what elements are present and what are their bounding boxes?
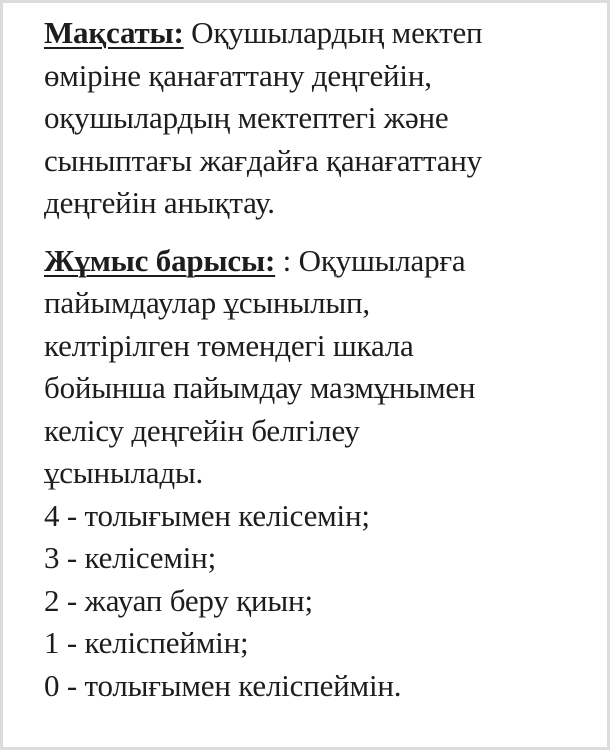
- scale-item: 4 - толығымен келісемін;: [44, 497, 370, 533]
- paragraph-gap: [44, 225, 599, 240]
- goal-text-line: деңгейін анықтау.: [44, 185, 275, 220]
- procedure-text-line: бойынша пайымдау мазмұнымен: [44, 370, 476, 405]
- document-text: [44, 12, 599, 707]
- goal-label: Мақсаты:: [44, 15, 184, 50]
- procedure-label: Жұмыс барысы:: [44, 242, 276, 278]
- procedure-first-line: [44, 240, 599, 283]
- goal-first-line: [44, 12, 599, 55]
- goal-text-line: Оқушылардың мектеп: [183, 15, 483, 50]
- scale-item: 0 - толығымен келіспеймін.: [44, 667, 402, 703]
- procedure-text-line: : Оқушыларға: [275, 242, 466, 278]
- procedure-text-line: келтірілген төмендегі шкала: [44, 327, 414, 363]
- procedure-text-line: пайымдаулар ұсынылып,: [44, 285, 370, 320]
- scale-item: 2 - жауап беру қиын;: [44, 582, 313, 618]
- procedure-text-line: ұсынылады.: [44, 455, 204, 490]
- scale-item: 1 - келіспеймін;: [44, 625, 249, 660]
- procedure-text-line: келісу деңгейін белгілеу: [44, 412, 360, 448]
- goal-text-line: өміріне қанағаттану деңгейін,: [44, 57, 432, 93]
- scale-item: 3 - келісемін;: [44, 540, 216, 575]
- goal-text-line: оқушылардың мектептегі және: [44, 100, 449, 135]
- goal-text-line: сыныптағы жағдайға қанағаттану: [44, 142, 482, 178]
